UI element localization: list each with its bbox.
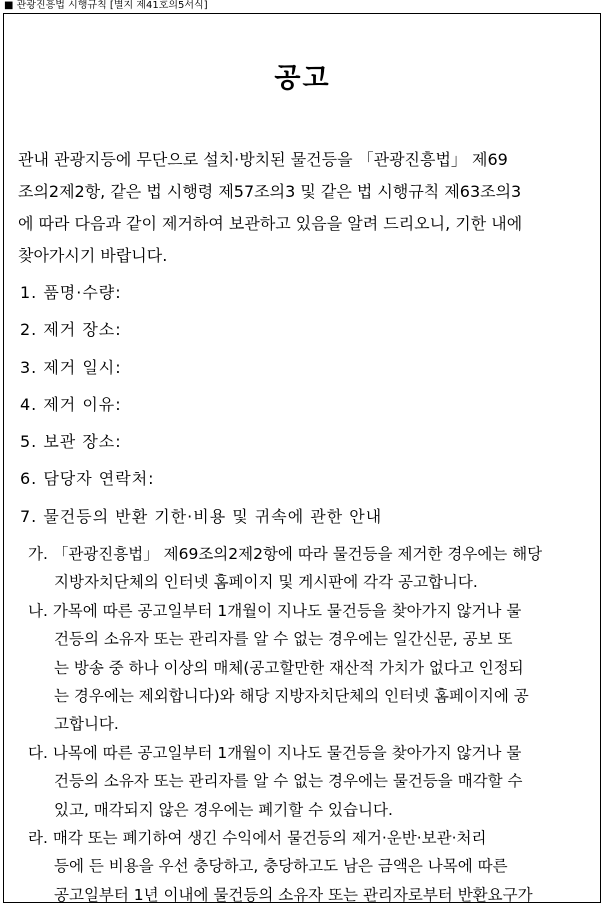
intro-line: 에 따라 다음과 같이 제거하여 보관하고 있음을 알려 드리오니, 기한 내에 <box>18 214 523 233</box>
sub-item-line: 고합니다. <box>54 715 119 734</box>
intro-paragraph <box>18 144 586 272</box>
intro-line: 관내 관광지등에 무단으로 설치·방치된 물건등을 「관광진흥법」 제69 <box>18 150 508 169</box>
sub-item-line: 지방자치단체의 인터넷 홈페이지 및 게시판에 각각 공고합니다. <box>54 573 478 592</box>
sub-item-ga <box>28 540 593 597</box>
sub-item-line: 는 방송 중 하나 이상의 매체(공고할만한 재산적 가치가 없다고 인정되 <box>54 658 524 677</box>
sub-item-list <box>28 540 593 909</box>
sub-item-line: 건등의 소유자 또는 관리자를 알 수 없는 경우에는 물건등을 매각할 수 <box>54 772 523 791</box>
list-item-removal-location: 2. 제거 장소: <box>20 320 122 340</box>
intro-line: 조의2제2항, 같은 법 시행령 제57조의3 및 같은 법 시행규칙 제63조의3 <box>18 182 522 201</box>
sub-item-line: 가. 「관광진흥법」 제69조의2제2항에 따라 물건등을 제거한 경우에는 해당 <box>28 545 543 563</box>
sub-item-line: 다. 나목에 따른 공고일부터 1개월이 지나도 물건등을 찾아가지 않거나 물 <box>28 743 522 762</box>
page-title: 공고 <box>274 63 331 94</box>
list-item-removal-reason: 4. 제거 이유: <box>20 394 122 414</box>
list-item-contact: 6. 담당자 연락처: <box>20 469 155 489</box>
sub-item-line: 는 경우에는 제외합니다)와 해당 지방자치단체의 인터넷 홈페이지에 공 <box>54 687 529 706</box>
sub-item-ra <box>28 824 593 909</box>
form-caption: ■ 관광진흥법 시행규칙 [별지 제41호의5서식] <box>4 0 208 11</box>
list-item-storage-location: 5. 보관 장소: <box>20 432 122 452</box>
sub-item-line: 건등의 소유자 또는 관리자를 알 수 없는 경우에는 일간신문, 공보 또 <box>54 630 513 649</box>
sub-item-na <box>28 597 593 739</box>
sub-item-line: 공고일부터 1년 이내에 물건등의 소유자 또는 관리자로부터 반환요구가 <box>54 885 533 904</box>
sub-item-da <box>28 739 593 824</box>
sub-item-line: 나. 가목에 따른 공고일부터 1개월이 지나도 물건등을 찾아가지 않거나 물 <box>28 601 522 620</box>
sub-item-line: 있고, 매각되지 않은 경우에는 폐기할 수 있습니다. <box>54 800 393 819</box>
sub-item-line: 라. 매각 또는 폐기하여 생긴 수익에서 물건등의 제거·운반·보관·처리 <box>28 829 487 848</box>
list-item-item-name-quantity: 1. 품명·수량: <box>20 283 122 302</box>
list-item-return-guide: 7. 물건등의 반환 기한·비용 및 귀속에 관한 안내 <box>20 506 383 526</box>
intro-line: 찾아가시기 바랍니다. <box>18 246 168 265</box>
numbered-list <box>20 280 590 541</box>
sub-item-line: 등에 든 비용을 우선 충당하고, 충당하고도 남은 금액은 나목에 따른 <box>54 857 508 876</box>
list-item-removal-date: 3. 제거 일시: <box>20 357 122 377</box>
